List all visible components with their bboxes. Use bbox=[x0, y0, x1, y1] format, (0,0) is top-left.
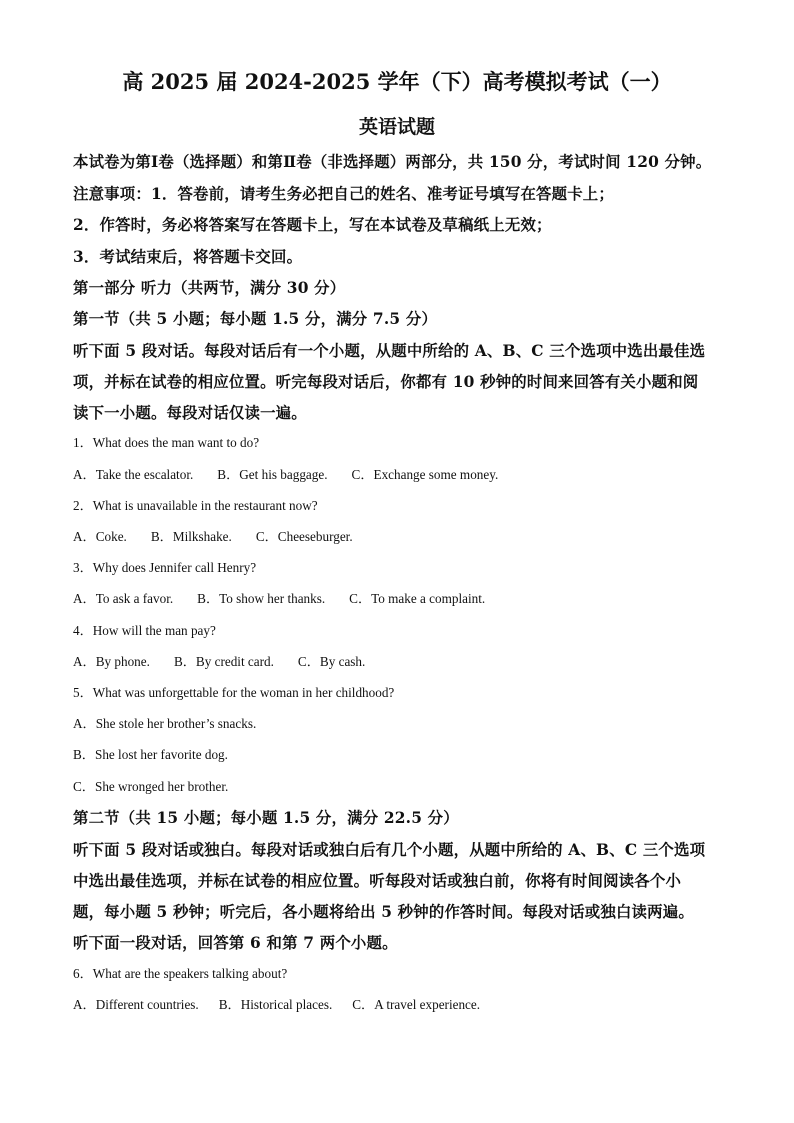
dialogue-lead: 听下面一段对话，回答第 6 和第 7 两个小题。 bbox=[73, 934, 398, 952]
options-q4 bbox=[73, 651, 365, 670]
option-c[interactable]: C．Cheeseburger. bbox=[255, 529, 353, 544]
options-q3 bbox=[73, 588, 485, 607]
note-3: 3．考试结束后，将答题卡交回。 bbox=[73, 248, 303, 266]
section1-heading: 第一节（共 5 小题；每小题 1.5 分，满分 7.5 分） bbox=[73, 310, 438, 328]
question-3: 3．Why does Jennifer call Henry? bbox=[73, 560, 257, 575]
section2-directions-line: 中选出最佳选项，并标在试卷的相应位置。听每段对话或独白前，你将有时间阅读各个小 bbox=[73, 872, 682, 890]
subject-title: 英语试题 bbox=[358, 116, 435, 138]
exam-title: 高 2025 届 2024-2025 学年（下）高考模拟考试（一） bbox=[122, 69, 672, 94]
option-b[interactable]: B．Historical places. bbox=[218, 997, 333, 1012]
option-b[interactable]: B．Milkshake. bbox=[150, 529, 232, 544]
section2-directions-line: 题，每小题 5 秒钟；听完后，各小题将给出 5 秒钟的作答时间。每段对话或独白读两遍。 bbox=[73, 903, 694, 921]
options-q6 bbox=[73, 994, 480, 1013]
option-a[interactable]: A．Different countries. bbox=[73, 997, 199, 1012]
question-1: 1．What does the man want to do? bbox=[73, 435, 260, 450]
option-b[interactable]: B．Get his baggage. bbox=[217, 467, 328, 482]
options-q1 bbox=[73, 464, 498, 483]
section1-directions-line: 听下面 5 段对话。每段对话后有一个小题，从题中所给的 A、B、C 三个选项中选出最佳选 bbox=[73, 342, 706, 360]
option-c[interactable]: C．Exchange some money. bbox=[351, 467, 499, 482]
option-c[interactable]: C．A travel experience. bbox=[352, 997, 481, 1012]
question-2: 2．What is unavailable in the restaurant now? bbox=[73, 498, 318, 513]
option-a[interactable]: A．Coke. bbox=[73, 529, 127, 544]
section1-directions-line: 读下一小题。每段对话仅读一遍。 bbox=[73, 404, 307, 422]
question-4: 4．How will the man pay? bbox=[73, 623, 216, 638]
section2-directions-line: 听下面 5 段对话或独白。每段对话或独白后有几个小题，从题中所给的 A、B、C 三个选项 bbox=[73, 841, 706, 859]
question-6: 6．What are the speakers talking about? bbox=[73, 966, 288, 981]
exam-intro: 本试卷为第Ⅰ卷（选择题）和第Ⅱ卷（非选择题）两部分，共 150 分，考试时间 120 分钟。 bbox=[73, 153, 712, 171]
question-5: 5．What was unforgettable for the woman in her childhood? bbox=[73, 685, 395, 700]
note-2: 2．作答时，务必将答案写在答题卡上，写在本试卷及草稿纸上无效； bbox=[73, 216, 552, 234]
option-a[interactable]: A．Take the escalator. bbox=[73, 467, 194, 482]
note-1: 注意事项：1．答卷前，请考生务必把自己的姓名、准考证号填写在答题卡上； bbox=[73, 185, 614, 203]
option-c[interactable]: C．To make a complaint. bbox=[349, 591, 486, 606]
option-a[interactable]: A．To ask a favor. bbox=[73, 591, 174, 606]
section2-heading: 第二节（共 15 小题；每小题 1.5 分，满分 22.5 分） bbox=[73, 809, 459, 827]
option-c[interactable]: C．She wronged her brother. bbox=[73, 779, 229, 794]
option-b[interactable]: B．To show her thanks. bbox=[197, 591, 326, 606]
section1-directions-line: 项，并标在试卷的相应位置。听完每段对话后，你都有 10 秒钟的时间来回答有关小题和阅 bbox=[73, 373, 699, 391]
options-q2 bbox=[73, 526, 353, 545]
part1-heading: 第一部分 听力（共两节，满分 30 分） bbox=[73, 279, 346, 297]
option-b[interactable]: B．By credit card. bbox=[173, 654, 274, 669]
option-a[interactable]: A．By phone. bbox=[73, 654, 150, 669]
option-b[interactable]: B．She lost her favorite dog. bbox=[73, 747, 228, 762]
option-c[interactable]: C．By cash. bbox=[297, 654, 366, 669]
option-a[interactable]: A．She stole her brother’s snacks. bbox=[73, 716, 257, 731]
